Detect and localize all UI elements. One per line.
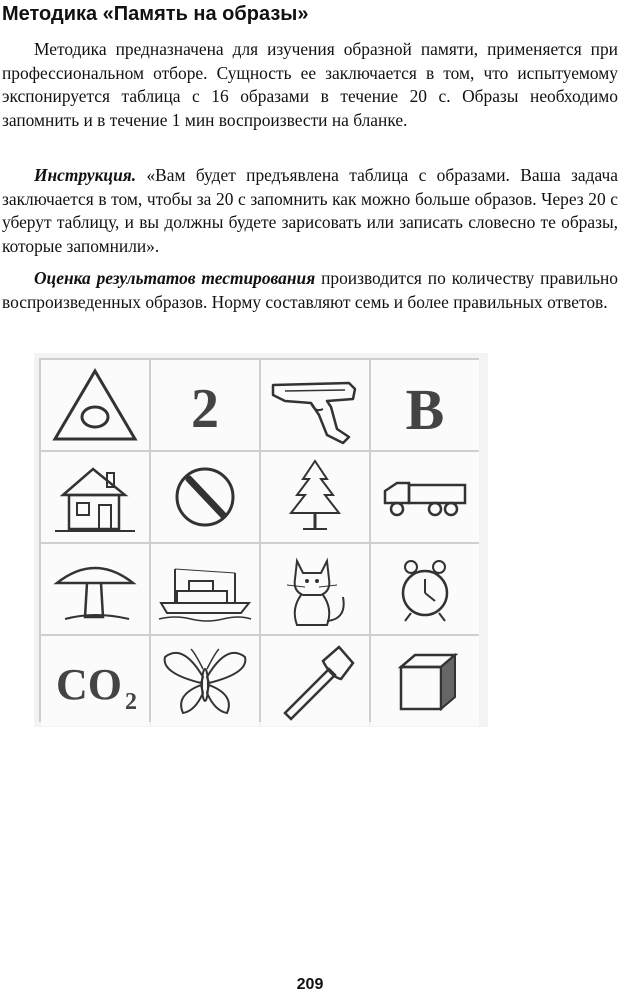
grid-cell	[261, 452, 369, 542]
grid-cell	[261, 544, 369, 634]
axe-icon	[265, 639, 365, 723]
box-icon	[375, 639, 475, 723]
grid-cell	[151, 544, 259, 634]
evaluation-text: производится по количеству правильно воспроизведенных образов. Норму составляют семь и более правильных ответов.	[2, 268, 619, 312]
grid-cell	[371, 636, 479, 726]
grid-cell	[261, 636, 369, 726]
grid-cell	[41, 452, 149, 542]
butterfly-icon	[155, 639, 255, 723]
evaluation-lead: Оценка результатов тестирования	[34, 268, 316, 288]
instruction-lead: Инструкция.	[34, 165, 137, 185]
triangle-circle-icon	[45, 363, 145, 447]
grid-cell	[371, 452, 479, 542]
house-icon	[45, 455, 145, 539]
letter-b-text: B	[405, 377, 445, 442]
grid-cell	[151, 360, 259, 450]
grid-cell	[261, 360, 369, 450]
co2-text: CO	[56, 660, 122, 709]
grid-cell	[41, 360, 149, 450]
grid-cell	[371, 360, 479, 450]
digit-two-text: 2	[191, 378, 219, 440]
co2-formula-icon	[45, 639, 145, 723]
crossed-circle-icon	[155, 455, 255, 539]
co2-subscript: 2	[125, 689, 137, 715]
cat-icon	[265, 547, 365, 631]
pistol-icon	[265, 363, 365, 447]
instruction-text: «Вам будет предъявлена таблица с образами. Ваша задача заключается в том, чтобы за 20 с запомнить как можно больше образов. Через 20 с уберут таблицу, и вы должны будете зарисовать или записать словесно те образы, которые запомнили».	[2, 165, 618, 256]
image-grid	[34, 353, 488, 727]
mushroom-icon	[45, 547, 145, 631]
instruction-paragraph	[2, 164, 618, 258]
alarm-clock-icon	[375, 547, 475, 631]
page-number: 209	[296, 976, 324, 993]
description-paragraph: Методика предназначена для изучения образной памяти, применяется при профессиональном отборе. Сущность ее заключается в том, что испытуемому экспонируется таблица с 16 образами в течение 20 с. Образы необходимо запомнить и в течение 1 мин воспроизвести на бланке.	[2, 39, 618, 130]
grid-cell	[41, 544, 149, 634]
page-title: Методика «Память на образы»	[2, 3, 309, 25]
truck-icon	[375, 455, 475, 539]
grid-cell	[41, 636, 149, 726]
evaluation-paragraph	[2, 267, 618, 314]
digit-two-icon	[155, 363, 255, 447]
grid-cell	[371, 544, 479, 634]
grid-cell	[151, 452, 259, 542]
grid-cell	[151, 636, 259, 726]
fir-tree-icon	[265, 455, 365, 539]
ship-icon	[155, 547, 255, 631]
letter-b-icon	[375, 363, 475, 447]
